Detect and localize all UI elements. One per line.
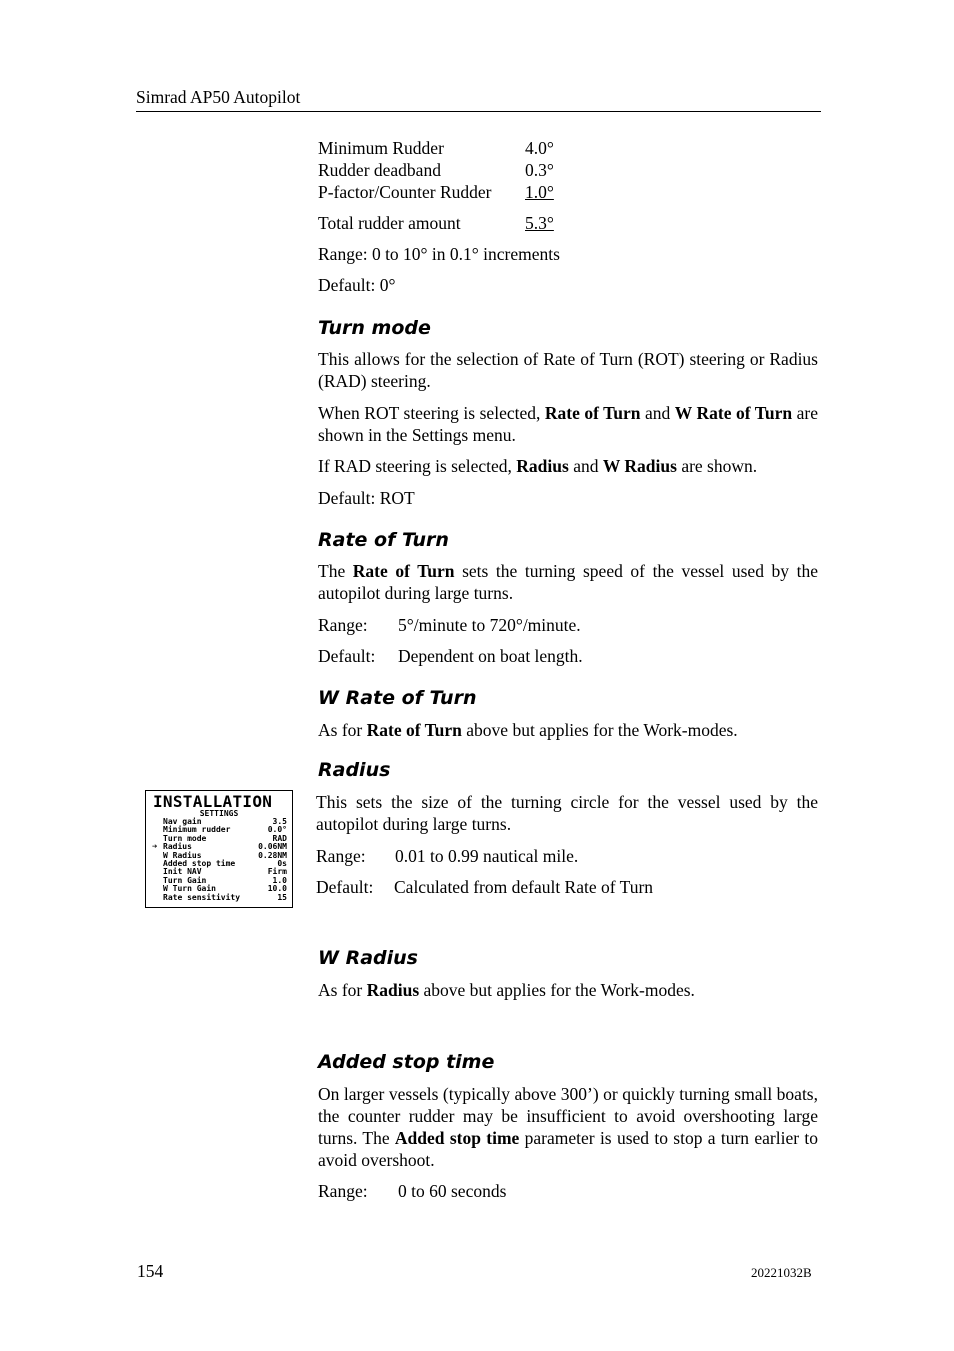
added-stop-time-p1: On larger vessels (typically above 300’) or quickly turning small boats, the counter rudder may be insufficient to avoid overshooting large turns. The Added stop time parameter is used to stop a turn earlier to avoid overshoot. xyxy=(318,1084,818,1170)
rudder-row-label: P-factor/Counter Rudder xyxy=(318,182,492,202)
w-rate-of-turn-heading: W Rate of Turn xyxy=(318,687,477,709)
lcd-row: Init NAV Firm xyxy=(163,867,287,877)
radius-range: Range: 0.01 to 0.99 nautical mile. xyxy=(316,846,579,866)
rate-of-turn-p1: The Rate of Turn sets the turning speed of the vessel used by the autopilot during large turns. xyxy=(318,561,818,603)
rudder-table xyxy=(318,137,818,203)
rate-of-turn-range: Range: 5°/minute to 720°/minute. xyxy=(318,615,581,635)
radius-default: Default: Calculated from default Rate of Turn xyxy=(316,877,654,897)
rudder-row-value: 1.0° xyxy=(525,182,554,202)
lcd-row: Nav gain 3.5 xyxy=(163,817,287,826)
rudder-row-label: Minimum Rudder xyxy=(318,138,444,158)
lcd-row: Minimum rudder 0.0° xyxy=(163,825,287,835)
turn-mode-heading: Turn mode xyxy=(318,317,431,339)
installation-settings-display xyxy=(145,790,293,908)
rate-of-turn-heading: Rate of Turn xyxy=(318,529,449,551)
lcd-row: Turn Gain 1.0 xyxy=(163,875,287,885)
rudder-row-value: 0.3° xyxy=(525,160,554,180)
w-radius-p1: As for Radius above but applies for the Work-modes. xyxy=(318,980,695,1000)
turn-mode-p1: This allows for the selection of Rate of Turn (ROT) steering or Radius (RAD) steering. xyxy=(318,349,818,391)
rudder-row-value: 4.0° xyxy=(525,138,554,158)
added-stop-time-range: Range: 0 to 60 seconds xyxy=(318,1181,507,1201)
document-number: 20221032B xyxy=(751,1265,812,1280)
turn-mode-p3: If RAD steering is selected, Radius and W Radius are shown. xyxy=(318,456,758,476)
rudder-row xyxy=(318,181,554,203)
w-rate-of-turn-p1: As for Rate of Turn above but applies for the Work-modes. xyxy=(318,720,738,740)
lcd-subtitle: SETTINGS xyxy=(199,809,239,818)
radius-heading: Radius xyxy=(318,759,391,781)
radius-p1: This sets the size of the turning circle for the vessel used by the autopilot during large turns. xyxy=(316,792,818,834)
default-line: Default: 0° xyxy=(318,275,396,295)
total-label: Total rudder amount xyxy=(318,213,461,233)
running-header xyxy=(136,87,821,112)
header-title: Simrad AP50 Autopilot xyxy=(136,87,301,107)
lcd-row-selected: ➔ Radius 0.06NM xyxy=(152,842,287,853)
lcd-row: Rate sensitivity 15 xyxy=(163,892,287,902)
added-stop-time-heading: Added stop time xyxy=(318,1051,495,1073)
rudder-row-label: Rudder deadband xyxy=(318,160,441,180)
right-arrow-icon: ➔ xyxy=(152,842,158,853)
turn-mode-p2: When ROT steering is selected, Rate of Turn and W Rate of Turn are shown in the Settings menu. xyxy=(318,403,818,445)
total-value: 5.3° xyxy=(525,213,554,233)
lcd-row: W Turn Gain 10.0 xyxy=(163,884,287,894)
rudder-row xyxy=(318,159,554,181)
lcd-row: Added stop time 0s xyxy=(163,858,287,868)
turn-mode-default: Default: ROT xyxy=(318,488,415,508)
range-line: Range: 0 to 10° in 0.1° increments xyxy=(318,244,560,264)
lcd-title: INSTALLATION xyxy=(153,792,273,811)
rate-of-turn-default: Default: Dependent on boat length. xyxy=(318,646,583,666)
lcd-row: W Radius 0.28NM xyxy=(163,850,287,860)
lcd-row: Turn mode RAD xyxy=(163,833,287,843)
rudder-row xyxy=(318,137,554,159)
total-rudder xyxy=(318,212,818,234)
w-radius-heading: W Radius xyxy=(318,947,418,969)
page-number: 154 xyxy=(137,1261,164,1281)
